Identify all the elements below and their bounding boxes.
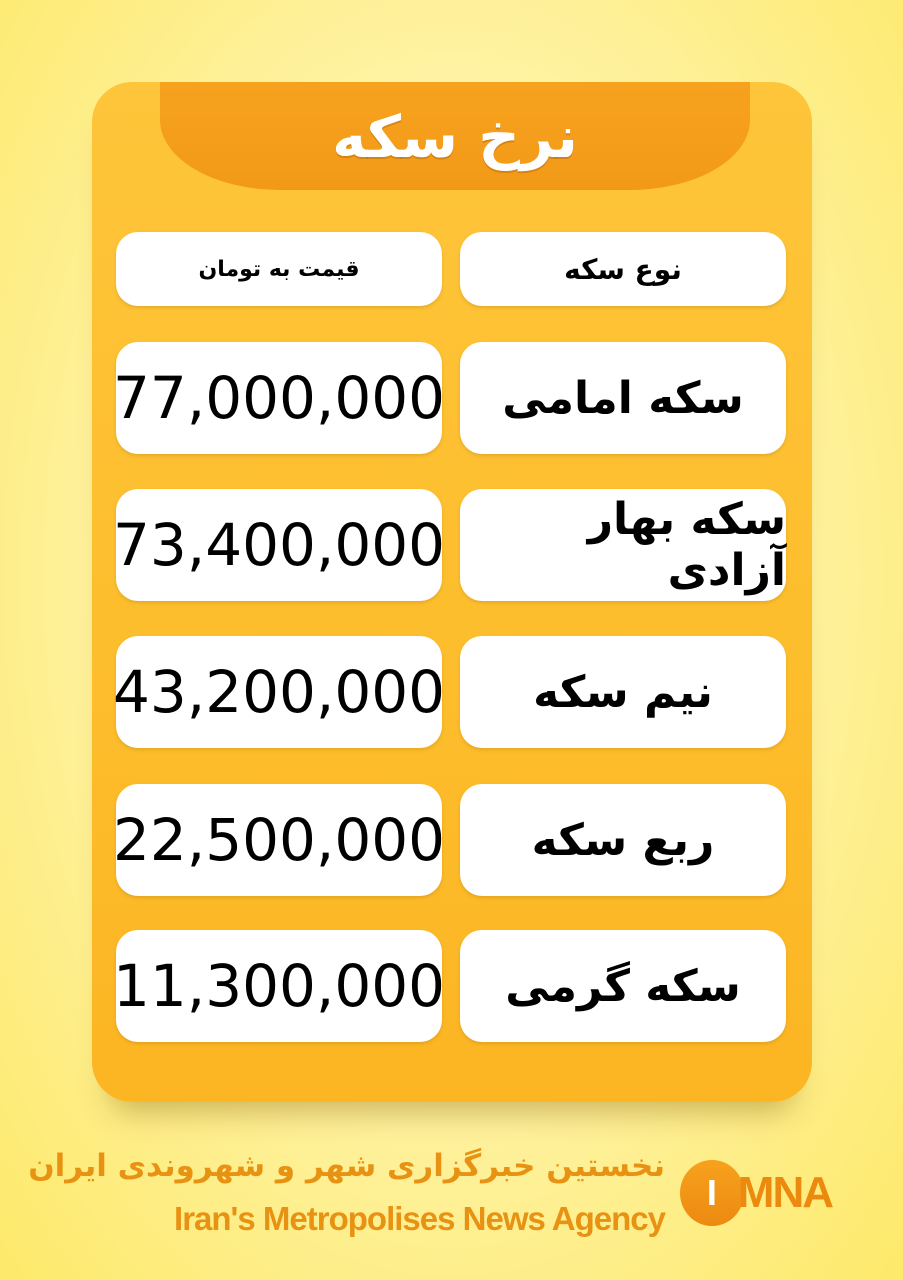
coin-name-2: سکه بهار آزادی — [460, 489, 786, 601]
footer-tagline-fa: نخستین خبرگزاری شهر و شهروندی ایران — [28, 1148, 665, 1184]
footer-tagline-en: Iran's Metropolises News Agency — [174, 1200, 665, 1237]
price-cell-4: 22,500,000 — [116, 784, 442, 896]
coin-name-3: نیم سکه — [460, 636, 786, 748]
coin-name-4: ربع سکه — [460, 784, 786, 896]
price-cell-1: 77,000,000 — [116, 342, 442, 454]
header-price: قیمت به تومان — [116, 232, 442, 306]
header-type: نوع سکه — [460, 232, 786, 306]
coin-name-1: سکه امامی — [460, 342, 786, 454]
logo-mark-icon: I — [680, 1160, 744, 1226]
price-cell-3: 43,200,000 — [116, 636, 442, 748]
price-cell-2: 73,400,000 — [116, 489, 442, 601]
imna-logo — [680, 1158, 832, 1228]
coin-name-5: سکه گرمی — [460, 930, 786, 1042]
page-title: نرخ سکه — [332, 103, 578, 171]
price-cell-5: 11,300,000 — [116, 930, 442, 1042]
logo-text: MNA — [737, 1168, 832, 1217]
